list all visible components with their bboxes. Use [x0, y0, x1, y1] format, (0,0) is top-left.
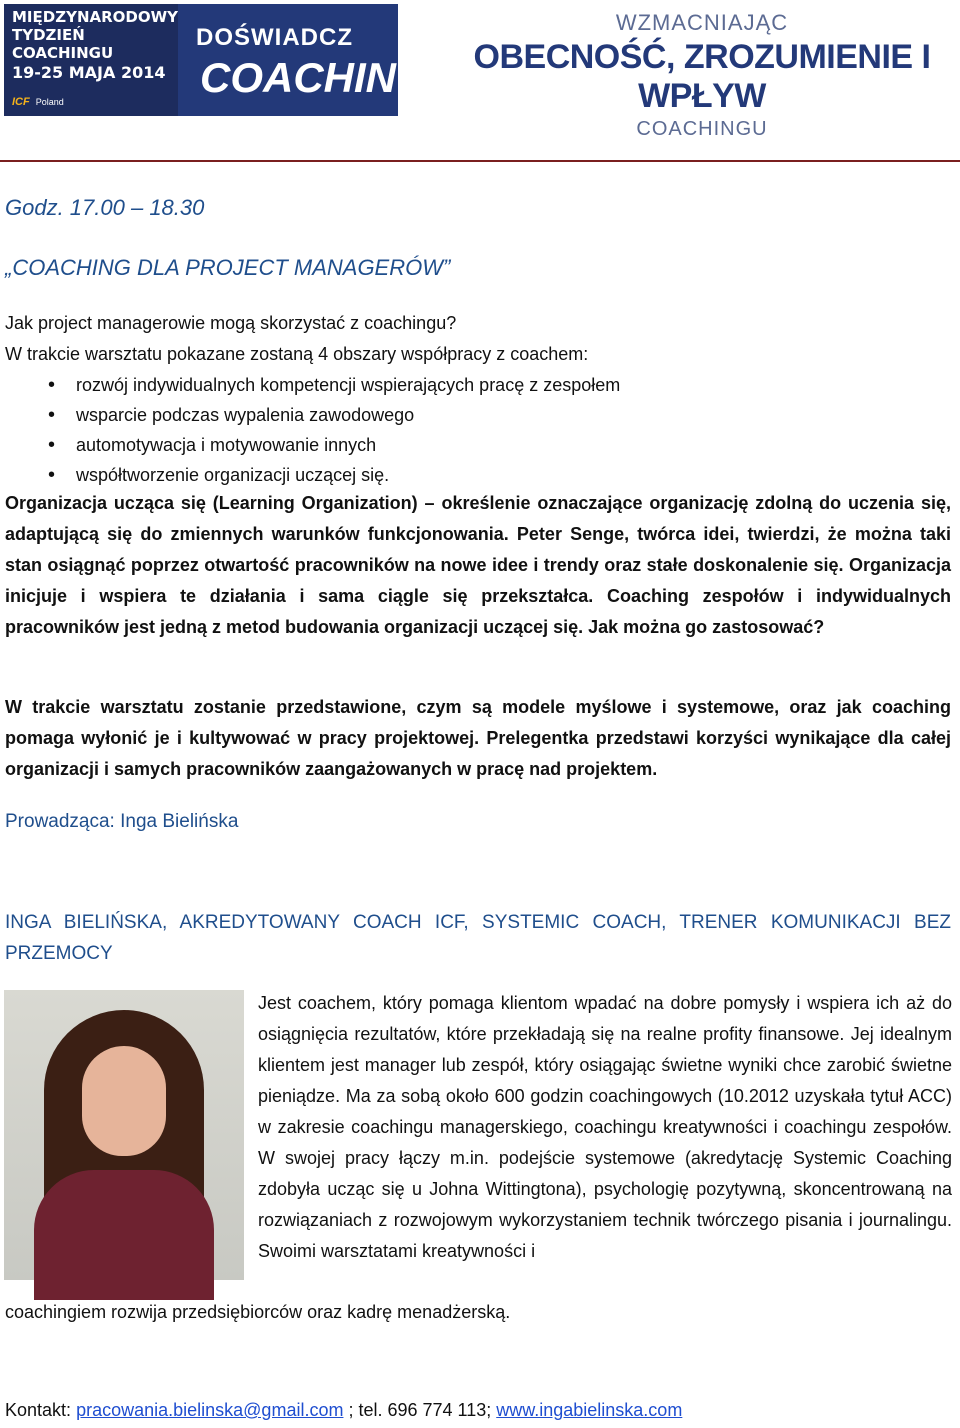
session-intro: W trakcie warsztatu pokazane zostaną 4 obszary współpracy z coachem: — [5, 344, 589, 364]
banner-event-name — [12, 8, 182, 82]
banner-line2: TYDZIEŃ — [12, 26, 85, 44]
banner-slogan — [178, 4, 459, 116]
banner-line1: MIĘDZYNARODOWY — [12, 8, 179, 26]
session-question: Jak project managerowie mogą skorzystać z coachingu? — [5, 313, 457, 333]
learning-organization-paragraph: Organizacja ucząca się (Learning Organization) – określenie oznaczające organizację zdolną do uczenia się, adaptującą się do zmiennych warunków funkcjonowania. Peter Senge, twórca idei, twierdzi, że można taki stan osiągnąć poprzez otwartość pracowników na nowe idee i trendy oraz stałe doskonalenie się. Organizacja inicjuje i wspiera te działania i sama ciągle się przekształca. Coaching zespołów i indywidualnych pracowników jest jedną z metod budowania organizacji uczącej się. Jak można go zastosować? — [5, 493, 951, 637]
bio-heading: INGA BIELIŃSKA, AKREDYTOWANY COACH ICF, SYSTEMIC COACH, TRENER KOMUNIKACJI BEZ PRZEMOCY — [5, 912, 951, 964]
header-divider — [0, 160, 960, 162]
session-time: Godz. 17.00 – 18.30 — [5, 195, 205, 220]
portrait-photo — [4, 990, 244, 1280]
contact-line — [5, 1400, 682, 1421]
headline-line2: OBECNOŚĆ, ZROZUMIENIE I WPŁYW — [473, 38, 931, 115]
areas-list — [48, 370, 620, 490]
bio-text: Jest coachem, który pomaga klientom wpadać na dobre pomysły i wspiera ich aż do osiągnięcia rezultatów, które przekładają się na realne profity finansowe. Jej idealnym klientem jest manager lub zespół, który osiągając świetne wyniki chce zarobić świetne pieniądze. Ma za sobą około 600 godzin coachingowych (10.2012 uzyskała tytuł ACC) w zakresie coachingu managerskiego, coachingu kreatywności i coachingu zespołów. W swojej pracy łączy m.in. podejście systemowe (akredytację Systemic Coaching zdobyła ucząc się u Johna Wittingtona), psychologię pozytywną, skoncentrowaną na rozwiązaniach z rozwojowym wykorzystaniem technik twórczego pisania i journalingu. Swoimi warsztatami kreatywności i — [258, 993, 952, 1261]
bio-text-end: coachingiem rozwija przedsiębiorców oraz kadrę menadżerską. — [5, 1302, 511, 1322]
headline-line1: WZMACNIAJĄC — [615, 10, 789, 35]
banner-line3: COACHINGU — [12, 44, 114, 62]
list-item: • rozwój indywidualnych kompetencji wspierających pracę z zespołem — [48, 370, 620, 400]
list-item: • automotywacja i motywowanie innych — [48, 430, 620, 460]
event-headline — [462, 10, 942, 141]
event-banner-logo — [4, 4, 459, 116]
headline-line3: COACHINGU — [636, 118, 768, 140]
banner-dates: 19-25 MAJA 2014 — [12, 63, 166, 82]
banner-word2: COACHINGU — [200, 54, 459, 101]
banner-word1: DOŚWIADCZ — [196, 24, 353, 51]
phone-text: ; tel. 696 774 113; — [343, 1400, 497, 1420]
contact-label: Kontakt: — [5, 1400, 72, 1420]
email-link[interactable]: pracowania.bielinska@gmail.com — [76, 1400, 344, 1420]
list-item: • wsparcie podczas wypalenia zawodowego — [48, 400, 620, 430]
host-name: Prowadząca: Inga Bielińska — [5, 811, 239, 832]
session-title: „COACHING DLA PROJECT MANAGERÓW” — [5, 255, 451, 280]
list-item: • współtworzenie organizacji uczącej się. — [48, 460, 620, 490]
website-link[interactable]: www.ingabielinska.com — [496, 1400, 683, 1420]
icf-logo: ICF Poland — [12, 96, 64, 108]
workshop-paragraph: W trakcie warsztatu zostanie przedstawione, czym są modele myślowe i systemowe, oraz jak coaching pomaga wyłonić je i kultywować w pracy projektowej. Prelegentka przedstawi korzyści wynikające dla całej organizacji i samych pracowników zaangażowanych w pracę nad projektem. — [5, 697, 951, 779]
